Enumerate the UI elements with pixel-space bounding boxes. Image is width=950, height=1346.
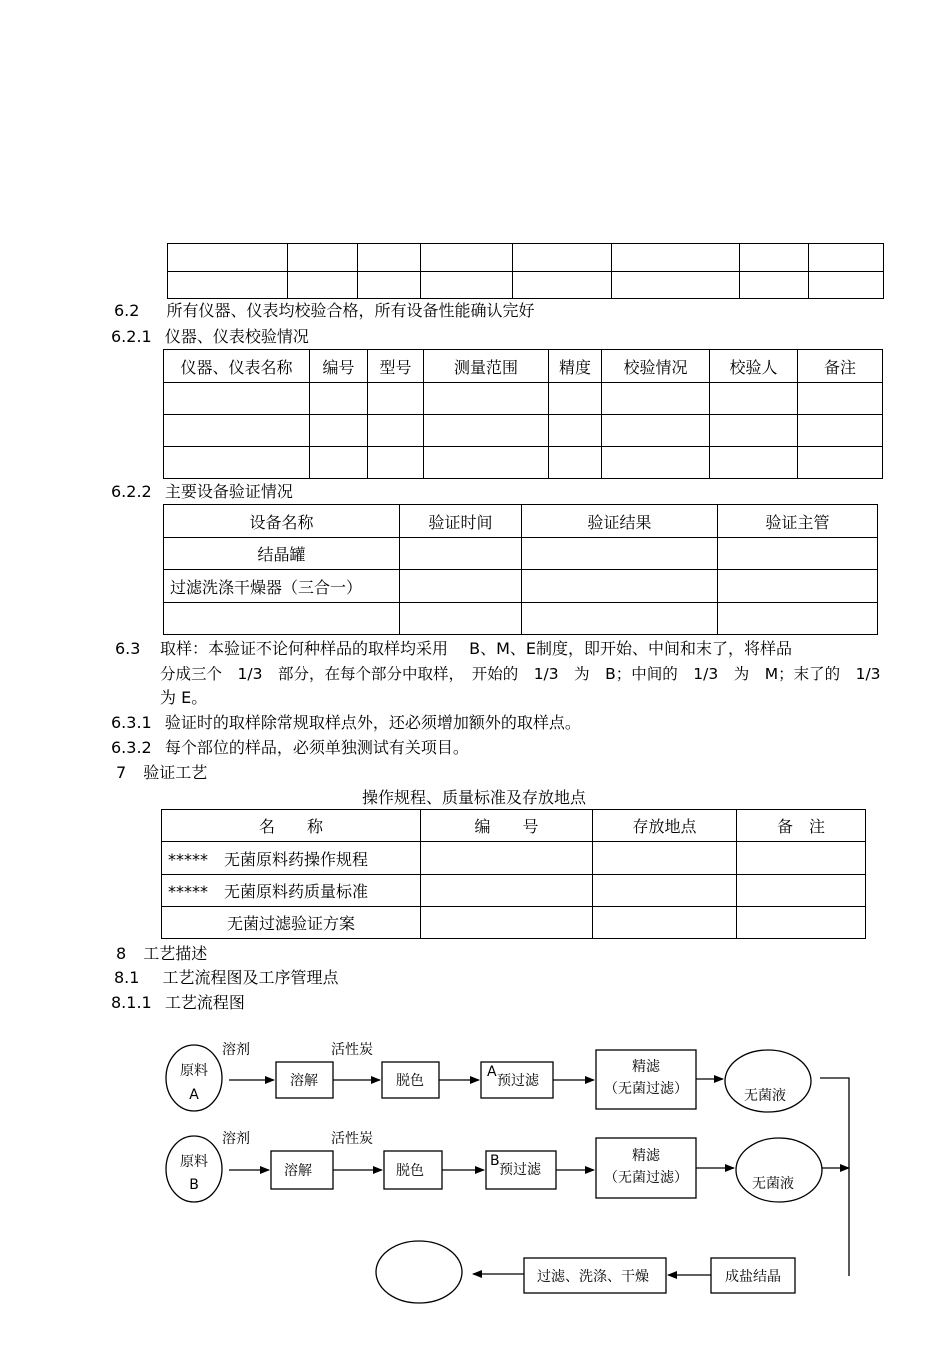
marker-a-label: A [487,1064,497,1080]
header-cell: 校验情况 [602,350,710,383]
section-number: 6.3.2 [111,738,152,757]
prefilter-a-label: 预过滤 [497,1073,539,1089]
header-cell: 编 号 [421,810,593,842]
section-text: 工艺流程图 [164,993,245,1012]
header-cell: 备注 [798,350,883,383]
procedure-name-cell: 无菌过滤验证方案 [162,907,421,939]
raw-a-label-1: 原料 [180,1063,208,1079]
fine-a-label-1: 精滤 [632,1059,660,1075]
header-cell: 校验人 [710,350,798,383]
solvent-a-label: 溶剂 [222,1042,250,1058]
section-6-3-line2: 分成三个 1/3 部分，在每个部分中取样， 开始的 1/3 为 B；中间的 1/3 为 M；末了的 1/3 [160,665,881,683]
raw-a-label-2: A [189,1087,199,1103]
raw-b-label-1: 原料 [180,1154,208,1170]
equipment-name-cell: 过滤洗涤干燥器（三合一） [164,570,400,603]
prefilter-b-label: 预过滤 [499,1162,541,1178]
crystal-label: 成盐结晶 [725,1269,781,1285]
sterile-b-label: 无菌液 [752,1176,794,1192]
section-6-3-number: 6.3 [115,639,141,658]
fine-b-label-1: 精滤 [632,1148,660,1164]
carbon-a-label: 活性炭 [331,1042,373,1058]
decolor-a-label: 脱色 [396,1073,424,1089]
header-cell: 型号 [368,350,424,383]
section-number: 6.2.1 [111,327,152,346]
section-text: 主要设备验证情况 [164,482,293,501]
fine-filter-b-box [596,1138,696,1198]
section-6-3-line1: 取样：本验证不论何种样品的取样均采用 B、M、E制度，即开始、中间和末了，将样品 [160,639,792,658]
section-number: 8.1 [114,968,140,987]
procedure-name-cell: ***** 无菌原料药质量标准 [162,875,421,907]
solvent-b-label: 溶剂 [222,1131,250,1147]
header-cell: 设备名称 [164,505,400,538]
header-cell: 验证时间 [400,505,522,538]
section-number: 6.3.1 [111,713,152,732]
fine-b-label-2: （无菌过滤） [604,1170,688,1186]
dissolve-b-label: 溶解 [284,1163,312,1179]
section-text: 仪器、仪表校验情况 [164,327,309,346]
section-number: 8 [116,944,127,963]
section-text: 所有仪器、仪表均校验合格，所有设备性能确认完好 [166,301,535,320]
section-text: 验证时的取样除常规取样点外，还必须增加额外的取样点。 [164,713,581,732]
carbon-b-label: 活性炭 [331,1131,373,1147]
sterile-liquid-b-node [736,1138,822,1202]
filter-wash-dry-label: 过滤、洗涤、干燥 [537,1269,649,1285]
section-number: 6.2 [114,301,140,320]
header-cell: 测量范围 [424,350,549,383]
header-cell: 编号 [310,350,368,383]
section-text: 每个部位的样品，必须单独测试有关项目。 [164,738,469,757]
header-cell: 验证结果 [522,505,718,538]
equipment-name-cell: 结晶罐 [164,538,400,570]
marker-b-label: B [490,1153,500,1169]
section-6-3-line3: 为 E。 [160,688,208,707]
section-text: 工艺描述 [143,944,208,963]
raw-b-label-2: B [189,1177,199,1193]
procedure-name-cell: ***** 无菌原料药操作规程 [162,842,421,875]
final-product-node [376,1241,462,1303]
decolor-b-label: 脱色 [396,1163,424,1179]
merge-connector [820,1078,849,1276]
header-cell: 存放地点 [593,810,737,842]
fine-a-label-2: （无菌过滤） [604,1081,688,1097]
header-cell: 名 称 [162,810,421,842]
header-cell: 精度 [549,350,602,383]
header-cell: 仪器、仪表名称 [164,350,310,383]
section-number: 6.2.2 [111,482,152,501]
section-text: 工艺流程图及工序管理点 [162,968,339,987]
header-cell: 备 注 [737,810,866,842]
sterile-a-label: 无菌液 [744,1088,786,1104]
header-cell: 验证主管 [718,505,878,538]
section-number: 8.1.1 [111,993,152,1012]
procedures-table-title: 操作规程、质量标准及存放地点 [362,788,587,807]
dissolve-a-label: 溶解 [290,1073,318,1089]
section-number: 7 [116,763,127,782]
section-text: 验证工艺 [143,763,208,782]
